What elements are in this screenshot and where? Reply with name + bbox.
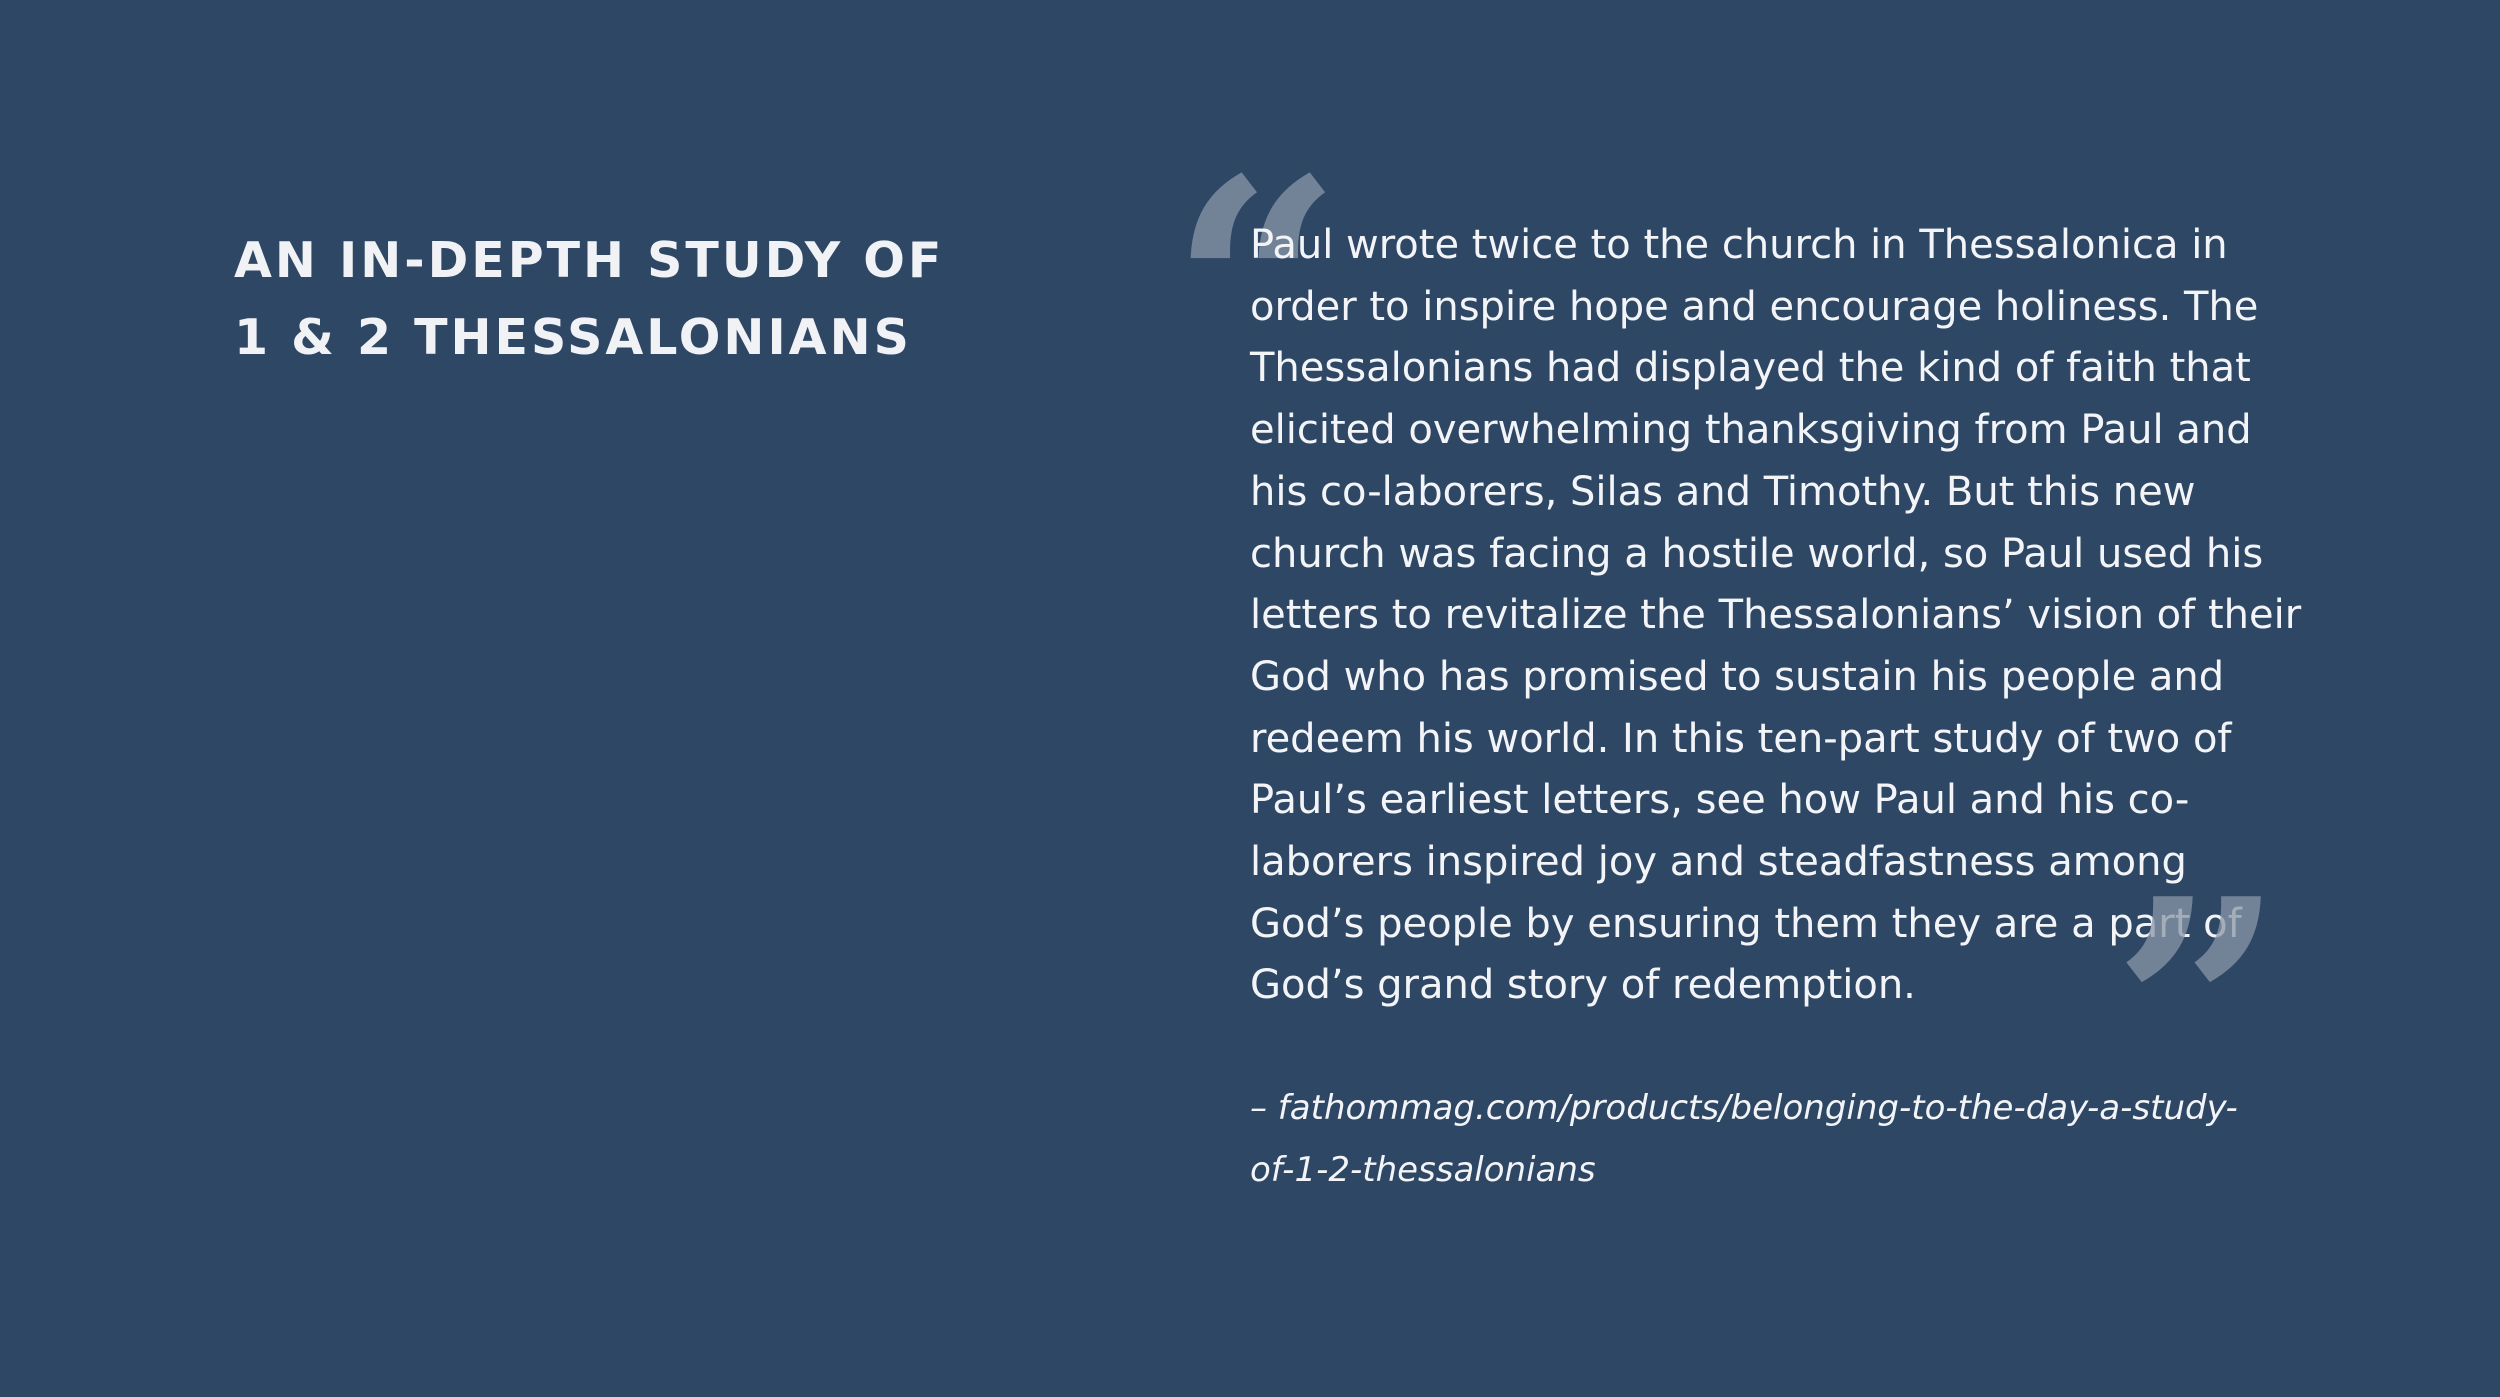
quote-line: church was facing a hostile world, so Paul used his <box>1250 530 2264 577</box>
quote-line: redeem his world. In this ten-part study of two of <box>1250 715 2232 762</box>
quote-line: Paul’s earliest letters, see how Paul and his co- <box>1250 777 2190 824</box>
quote-line: God’s grand story of redemption. <box>1250 962 1916 1009</box>
quote-line: Paul wrote twice to the church in Thessalonica in <box>1250 222 2228 268</box>
close-quote-icon: ” <box>2112 833 2285 1186</box>
open-quote-icon: “ <box>1170 113 1343 466</box>
quote-line: Thessalonians had displayed the kind of faith that <box>1250 345 2251 392</box>
quote-line: laborers inspired joy and steadfastness among <box>1250 839 2187 886</box>
quote-line: letters to revitalize the Thessalonians’ vision of their <box>1250 592 2302 639</box>
source-line-2: of-1-2-thessalonians <box>1250 1149 1596 1190</box>
source-line-1: – fathommag.com/products/belonging-to-the-day-a-study- <box>1250 1088 2238 1128</box>
quote-line: God who has promised to sustain his people and <box>1250 653 2225 700</box>
quote-line: God’s people by ensuring them they are a part of <box>1250 900 2242 947</box>
title-line-1: AN IN-DEPTH STUDY OF <box>234 232 945 289</box>
title-line-2: 1 & 2 THESSALONIANS <box>234 309 912 366</box>
source-citation <box>1250 1078 2290 1201</box>
quote-line: his co-laborers, Silas and Timothy. But this new <box>1250 468 2196 515</box>
page-title <box>234 222 994 376</box>
quote-line: order to inspire hope and encourage holiness. The <box>1250 283 2259 330</box>
quote-line: elicited overwhelming thanksgiving from Paul and <box>1250 407 2252 454</box>
